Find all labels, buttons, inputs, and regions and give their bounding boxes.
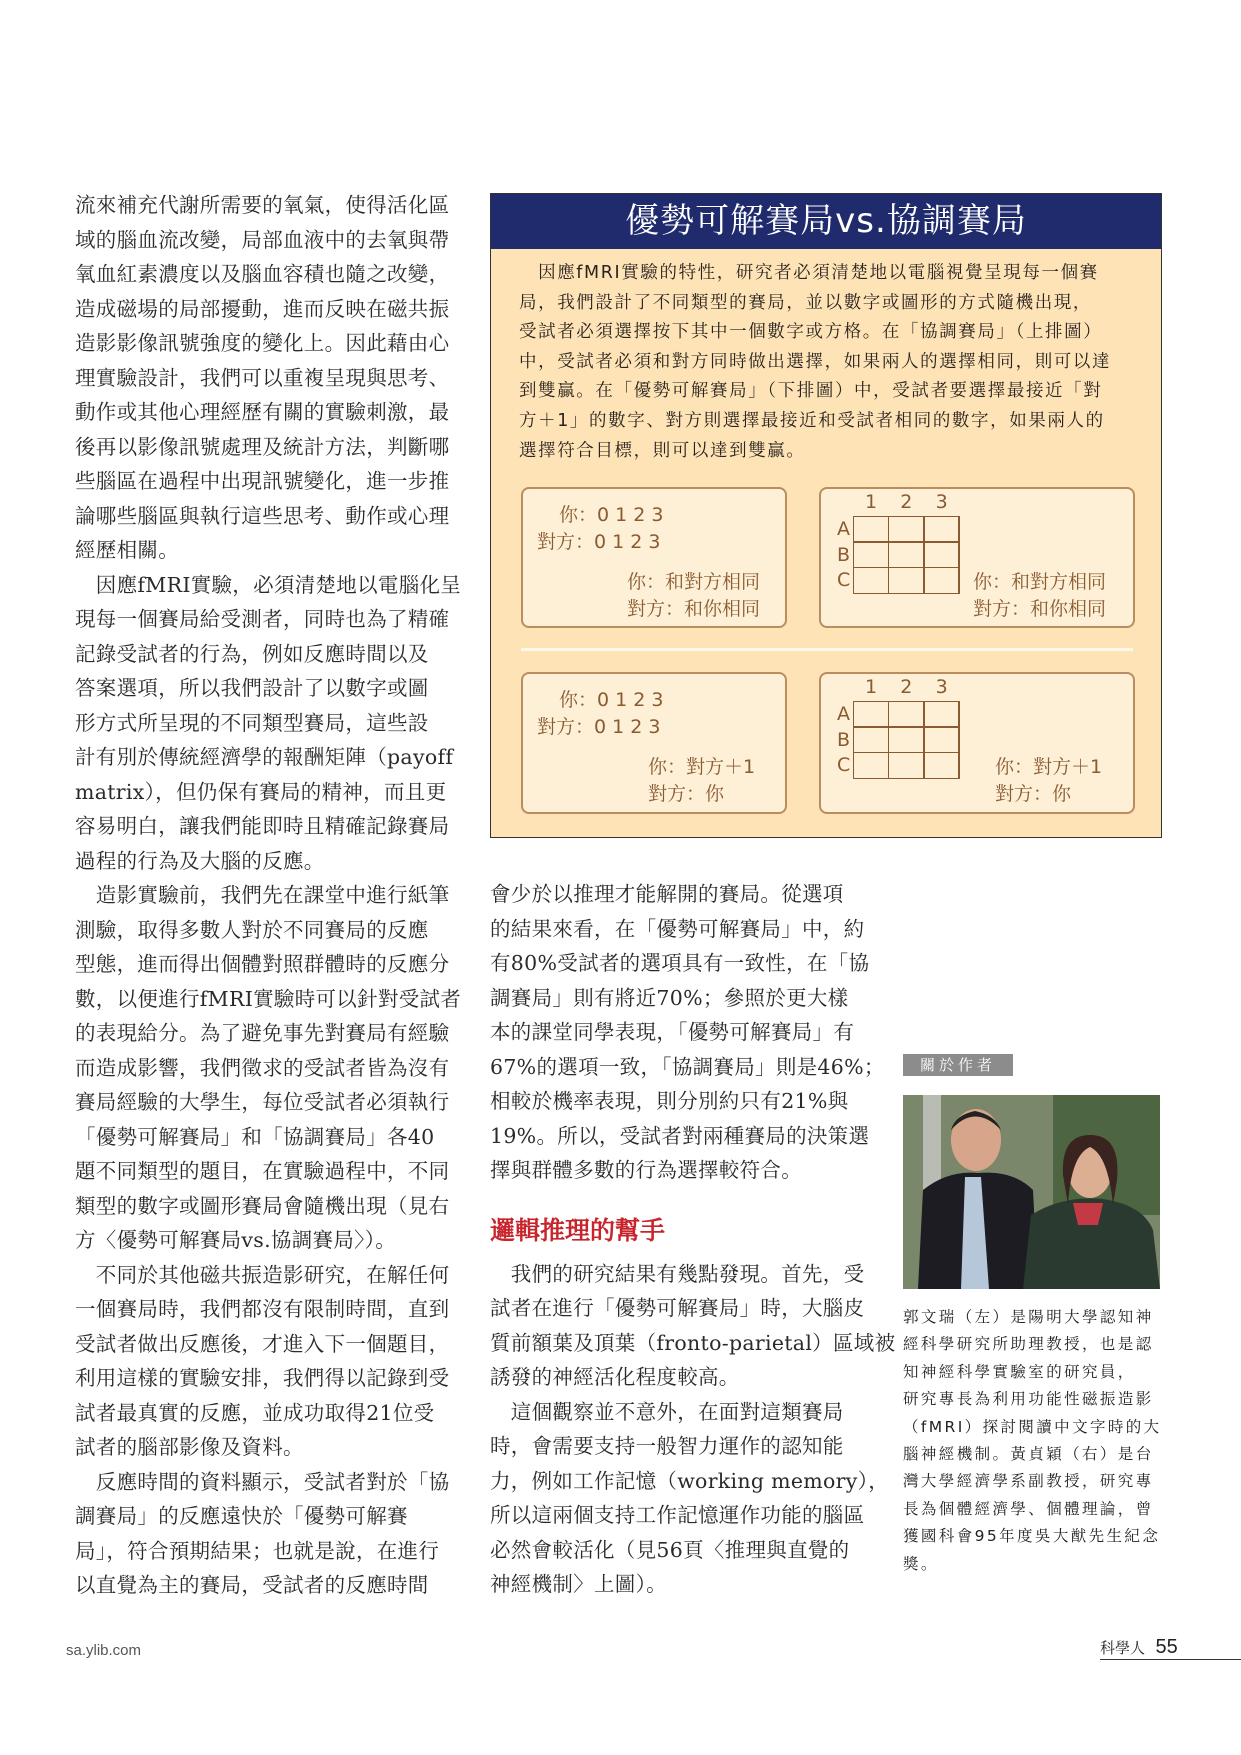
- text-line: 後再以影像訊號處理及統計方法，判斷哪: [75, 434, 450, 459]
- grid-row-label: A: [837, 703, 850, 725]
- text-line: 獲國科會95年度吳大猷先生紀念: [903, 1527, 1161, 1546]
- left-column-text: [75, 188, 460, 1603]
- text-line: 論哪些腦區與執行這些思考、動作或心理: [75, 503, 450, 528]
- text-line: 過程的行為及大腦的反應。: [75, 848, 325, 873]
- grid-line: [888, 517, 890, 594]
- text-line: 調賽局」的反應遠快於「優勢可解賽: [75, 1504, 408, 1528]
- text-line: 測驗，取得多數人對於不同賽局的反應: [75, 917, 429, 942]
- grid-line: [854, 541, 960, 543]
- text-line: 類型的數字或圖形賽局會隨機出現（見右: [75, 1193, 450, 1218]
- text-line: 擇與群體多數的行為選擇較符合。: [490, 1158, 802, 1182]
- text-line: 些腦區在過程中出現訊號變化，進一步推: [75, 469, 450, 493]
- text-line: 會少於以推理才能解開的賽局。從選項: [490, 882, 844, 906]
- text-line: 以直覺為主的賽局，受試者的反應時間: [75, 1573, 429, 1597]
- text-line: 時，會需要支持一般智力運作的認知能: [490, 1434, 844, 1458]
- sidebar-box-games: [490, 193, 1162, 838]
- text-line: 腦神經機制。黃貞穎（右）是台: [903, 1444, 1154, 1463]
- text-line: 數，以便進行fMRI實驗時可以針對受試者: [75, 986, 462, 1011]
- text-line: 造影影像訊號強度的變化上。因此藉由心: [75, 331, 450, 355]
- text-line: 力，例如工作記憶（working memory），: [490, 1468, 889, 1493]
- text-line: 相較於機率表現，則分別約只有21%與: [490, 1089, 849, 1113]
- text-line: 局」，符合預期結果；也就是說，在進行: [75, 1538, 440, 1563]
- text-line: 我們的研究結果有幾點發現。首先，受: [490, 1261, 865, 1286]
- text-line: 造成磁場的局部擾動，進而反映在磁共振: [75, 296, 450, 321]
- grid-line: [958, 517, 960, 594]
- grid-row-label: A: [837, 518, 850, 540]
- choice-grid: [853, 516, 960, 594]
- text-line: 受試者必須選擇按下其中一個數字或方格。在「協調賽局」（上排圖）: [519, 322, 1103, 343]
- text-line: 計有別於傳統經濟學的報酬矩陣（payoff: [75, 745, 454, 769]
- grid-column-label: 1: [865, 491, 878, 513]
- text-line: 的表現給分。為了避免事先對賽局有經驗: [75, 1021, 450, 1045]
- text-line: 經科學研究所助理教授，也是認: [903, 1335, 1154, 1354]
- grid-row-label: B: [837, 728, 851, 751]
- text-line: 誘發的神經活化程度較高。: [490, 1365, 740, 1389]
- page-number: 55: [1155, 1636, 1178, 1658]
- text-line: 域的腦血流改變，局部血液中的去氧與帶: [75, 227, 450, 252]
- text-line: 試者最真實的反應，並成功取得21位受: [75, 1400, 435, 1425]
- you-numbers: 你：0 1 2 3: [559, 504, 664, 526]
- row-divider: [521, 648, 1133, 651]
- grid-line: [854, 778, 960, 780]
- coordination-grid-panel: [819, 487, 1135, 628]
- text-line: 形方式所呈現的不同類型賽局，這些設: [75, 710, 429, 735]
- text-line: 獎。: [903, 1554, 939, 1573]
- middle-paragraph-findings: [490, 1257, 896, 1602]
- grid-row-label: C: [837, 569, 851, 592]
- text-line: 氧血紅素濃度以及腦血容積也隨之改變，: [75, 262, 450, 286]
- grid-line: [923, 702, 925, 779]
- you-rule: 你：對方＋1: [648, 756, 756, 778]
- author-photo: [903, 1095, 1160, 1289]
- text-line: 因應fMRI實驗的特性，研究者必須清楚地以電腦視覺呈現每一個賽: [519, 263, 1099, 283]
- grid-column-label: 1: [865, 676, 878, 698]
- text-line: 知神經科學實驗室的研究員，: [903, 1362, 1136, 1381]
- text-line: 67%的選項一致，「協調賽局」則是46%；: [490, 1054, 885, 1079]
- opponent-numbers: 對方：0 1 2 3: [537, 716, 661, 738]
- text-line: 的結果來看，在「優勢可解賽局」中，約: [490, 916, 865, 941]
- text-line: 經歷相關。: [75, 538, 179, 562]
- text-line: 試者的腦部影像及資料。: [75, 1435, 304, 1459]
- text-line: 研究專長為利用功能性磁振造影: [903, 1390, 1154, 1409]
- text-line: 試者在進行「優勢可解賽局」時，大腦皮: [490, 1296, 865, 1320]
- you-rule: 你：和對方相同: [973, 571, 1107, 593]
- text-line: 反應時間的資料顯示，受試者對於「協: [75, 1469, 450, 1494]
- grid-line: [888, 702, 890, 779]
- text-line: 這個觀察並不意外，在面對這類賽局: [490, 1399, 844, 1424]
- middle-paragraph-results: [490, 877, 885, 1188]
- text-line: 質前額葉及頂葉（fronto-parietal）區域被: [490, 1330, 896, 1355]
- dominance-number-panel: [521, 672, 787, 814]
- text-line: 局，我們設計了不同類型的賽局，並以數字或圖形的方式隨機出現，: [519, 292, 1092, 313]
- text-line: 賽局經驗的大學生，每位受試者必須執行: [75, 1090, 450, 1114]
- text-line: 流來補充代謝所需要的氧氣，使得活化區: [75, 193, 450, 217]
- footer-page-info: [1100, 1636, 1241, 1660]
- text-line: 利用這樣的實驗安排，我們得以記錄到受: [75, 1366, 450, 1390]
- text-line: 調賽局」則有將近70%；參照於更大樣: [490, 985, 849, 1010]
- grid-line: [854, 567, 960, 569]
- text-line: 不同於其他磁共振造影研究，在解任何: [75, 1262, 450, 1287]
- box-paragraph: [519, 259, 1111, 466]
- grid-line: [854, 593, 960, 595]
- text-line: 「優勢可解賽局」和「協調賽局」各40: [75, 1124, 435, 1149]
- text-line: 中，受試者必須和對方同時做出選擇，如果兩人的選擇相同，則可以達: [519, 351, 1112, 372]
- text-line: 選擇符合目標，則可以達到雙贏。: [519, 440, 806, 461]
- grid-row-label: B: [837, 543, 851, 566]
- grid-line: [854, 752, 960, 754]
- text-line: 方＋1」的數字、對方則選擇最接近和受試者相同的數字，如果兩人的: [519, 410, 1105, 431]
- dominance-grid-panel: [819, 672, 1135, 814]
- footer-site: sa.ylib.com: [66, 1642, 142, 1659]
- text-line: 答案選項，所以我們設計了以數字或圖: [75, 676, 429, 700]
- text-line: 記錄受試者的行為，例如反應時間以及: [75, 641, 429, 666]
- magazine-name: 科學人: [1100, 1640, 1146, 1657]
- grid-line: [854, 726, 960, 728]
- coordination-number-panel: [521, 487, 787, 628]
- author-photo-illustration: [903, 1095, 1160, 1289]
- grid-column-label: 2: [900, 491, 913, 513]
- you-numbers: 你：0 1 2 3: [559, 689, 664, 711]
- you-rule: 你：和對方相同: [627, 571, 761, 593]
- opponent-rule: 對方：你: [648, 783, 725, 805]
- text-line: 一個賽局時，我們都沒有限制時間，直到: [75, 1297, 450, 1321]
- grid-line: [958, 702, 960, 779]
- choice-grid: [853, 701, 960, 779]
- grid-row-label: C: [837, 754, 851, 777]
- text-line: 長為個體經濟學、個體理論，曾: [903, 1499, 1154, 1518]
- text-line: 本的課堂同學表現，「優勢可解賽局」有: [490, 1020, 855, 1044]
- text-line: （fMRI）探討閱讀中文字時的大: [903, 1417, 1162, 1436]
- text-line: 郭文瑞（左）是陽明大學認知神: [903, 1308, 1154, 1326]
- section-heading: 邏輯推理的幫手: [490, 1215, 666, 1245]
- grid-column-label: 2: [900, 676, 913, 698]
- author-caption: [903, 1304, 1162, 1578]
- text-line: matrix），但仍保有賽局的精神，而且更: [75, 779, 447, 804]
- text-line: 型態，進而得出個體對照群體時的反應分: [75, 952, 450, 976]
- text-line: 神經機制〉上圖）。: [490, 1572, 667, 1596]
- text-line: 題不同類型的題目，在實驗過程中，不同: [75, 1159, 450, 1183]
- box-title: 優勢可解賽局vs.協調賽局: [491, 194, 1161, 249]
- you-rule: 你：對方＋1: [995, 756, 1103, 778]
- text-line: 到雙贏。在「優勢可解賽局」（下排圖）中，受試者要選擇最接近「對: [519, 381, 1103, 402]
- text-line: 現每一個賽局給受測者，同時也為了精確: [75, 607, 450, 631]
- text-line: 因應fMRI實驗，必須清楚地以電腦化呈: [75, 572, 462, 597]
- grid-column-label: 3: [935, 491, 948, 513]
- about-author-label: 關於作者: [903, 1054, 1013, 1076]
- opponent-rule: 對方：和你相同: [973, 598, 1107, 620]
- grid-column-label: 3: [935, 676, 948, 698]
- text-line: 容易明白，讓我們能即時且精確記錄賽局: [75, 814, 450, 838]
- text-line: 必然會較活化（見56頁〈推理與直覺的: [490, 1537, 850, 1562]
- text-line: 動作或其他心理經歷有關的實驗刺激，最: [75, 400, 450, 424]
- opponent-rule: 對方：和你相同: [627, 598, 761, 620]
- opponent-numbers: 對方：0 1 2 3: [537, 531, 661, 553]
- text-line: 理實驗設計，我們可以重複呈現與思考、: [75, 365, 450, 390]
- grid-line: [923, 517, 925, 594]
- opponent-rule: 對方：你: [995, 783, 1072, 805]
- text-line: 有80%受試者的選項具有一致性，在「協: [490, 951, 870, 975]
- middle-column-text: [490, 877, 896, 1602]
- text-line: 灣大學經濟學系副教授，研究專: [903, 1472, 1154, 1491]
- text-line: 19%。所以，受試者對兩種賽局的決策選: [490, 1123, 870, 1148]
- text-line: 所以這兩個支持工作記憶運作功能的腦區: [490, 1503, 865, 1527]
- text-line: 方〈優勢可解賽局vs.協調賽局〉）。: [75, 1228, 397, 1252]
- text-line: 而造成影響，我們徵求的受試者皆為沒有: [75, 1055, 450, 1080]
- text-line: 受試者做出反應後，才進入下一個題目，: [75, 1331, 450, 1356]
- text-line: 造影實驗前，我們先在課堂中進行紙筆: [75, 883, 450, 907]
